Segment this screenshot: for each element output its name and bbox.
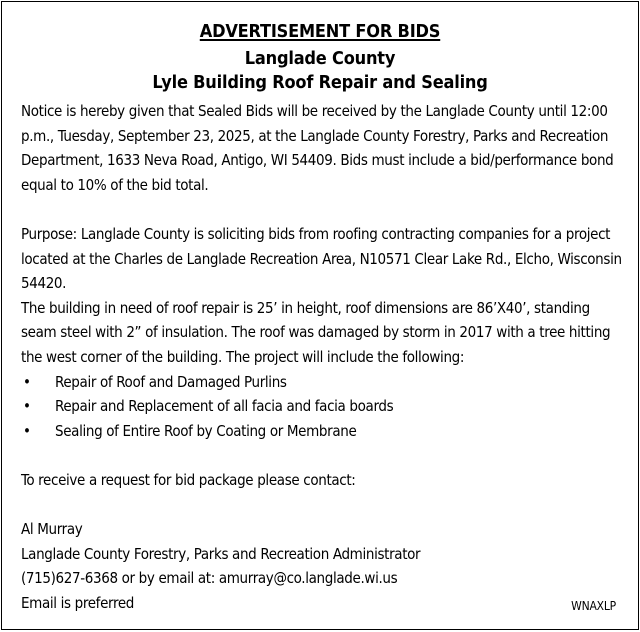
list-item <box>21 419 621 444</box>
paragraph-gap <box>21 493 621 518</box>
list-item-text: Repair of Roof and Damaged Purlins <box>55 372 287 391</box>
ad-code: WNAXLP <box>571 599 616 613</box>
purpose-line: 54420. <box>21 274 67 293</box>
building-paragraph <box>21 296 621 370</box>
contact-intro: To receive a request for bid package please contact: <box>21 470 356 489</box>
notice-line: Department, 1633 Neva Road, Antigo, WI 54409. Bids must include a bid/performance bond <box>21 151 614 170</box>
contact-block <box>21 517 621 615</box>
paragraph-gap <box>21 443 621 468</box>
building-line: seam steel with 2” of insulation. The roof was damaged by storm in 2017 with a tree hitting <box>21 323 611 342</box>
ad-body <box>21 99 621 615</box>
list-item <box>21 394 621 419</box>
paragraph-gap <box>21 197 621 222</box>
purpose-paragraph <box>21 222 621 296</box>
project-title: Lyle Building Roof Repair and Sealing <box>152 72 488 93</box>
bullet-icon: • <box>23 421 31 440</box>
bullet-icon: • <box>23 372 31 391</box>
notice-line: equal to 10% of the bid total. <box>21 175 209 194</box>
notice-paragraph <box>21 99 621 197</box>
building-line: the west corner of the building. The project will include the following: <box>21 347 465 366</box>
contact-role: Langlade County Forestry, Parks and Recreation Administrator <box>21 544 421 563</box>
notice-line: Notice is hereby given that Sealed Bids will be received by the Langlade County until 12:00 <box>21 102 608 120</box>
list-item-text: Sealing of Entire Roof by Coating or Membrane <box>55 421 357 440</box>
work-items-list <box>21 370 621 444</box>
contact-preference: Email is preferred <box>21 593 135 612</box>
purpose-line: Purpose: Langlade County is soliciting bids from roofing contracting companies for a project <box>21 224 611 243</box>
ad-heading: ADVERTISEMENT FOR BIDS <box>199 21 441 42</box>
county-name: Langlade County <box>244 48 396 69</box>
purpose-line: located at the Charles de Langlade Recreation Area, N10571 Clear Lake Rd., Elcho, Wisconsin <box>21 249 622 268</box>
notice-line: p.m., Tuesday, September 23, 2025, at the Langlade County Forestry, Parks and Recreation <box>21 126 609 145</box>
list-item-text: Repair and Replacement of all facia and facia boards <box>55 397 394 416</box>
list-item <box>21 370 621 395</box>
contact-name: Al Murray <box>21 520 83 539</box>
building-line: The building in need of roof repair is 25’ in height, roof dimensions are 86’X40’, standing <box>21 298 590 317</box>
advertisement <box>1 1 639 630</box>
bullet-icon: • <box>23 397 31 416</box>
contact-phone-email: (715)627-6368 or by email at: amurray@co.langlade.wi.us <box>21 569 398 588</box>
